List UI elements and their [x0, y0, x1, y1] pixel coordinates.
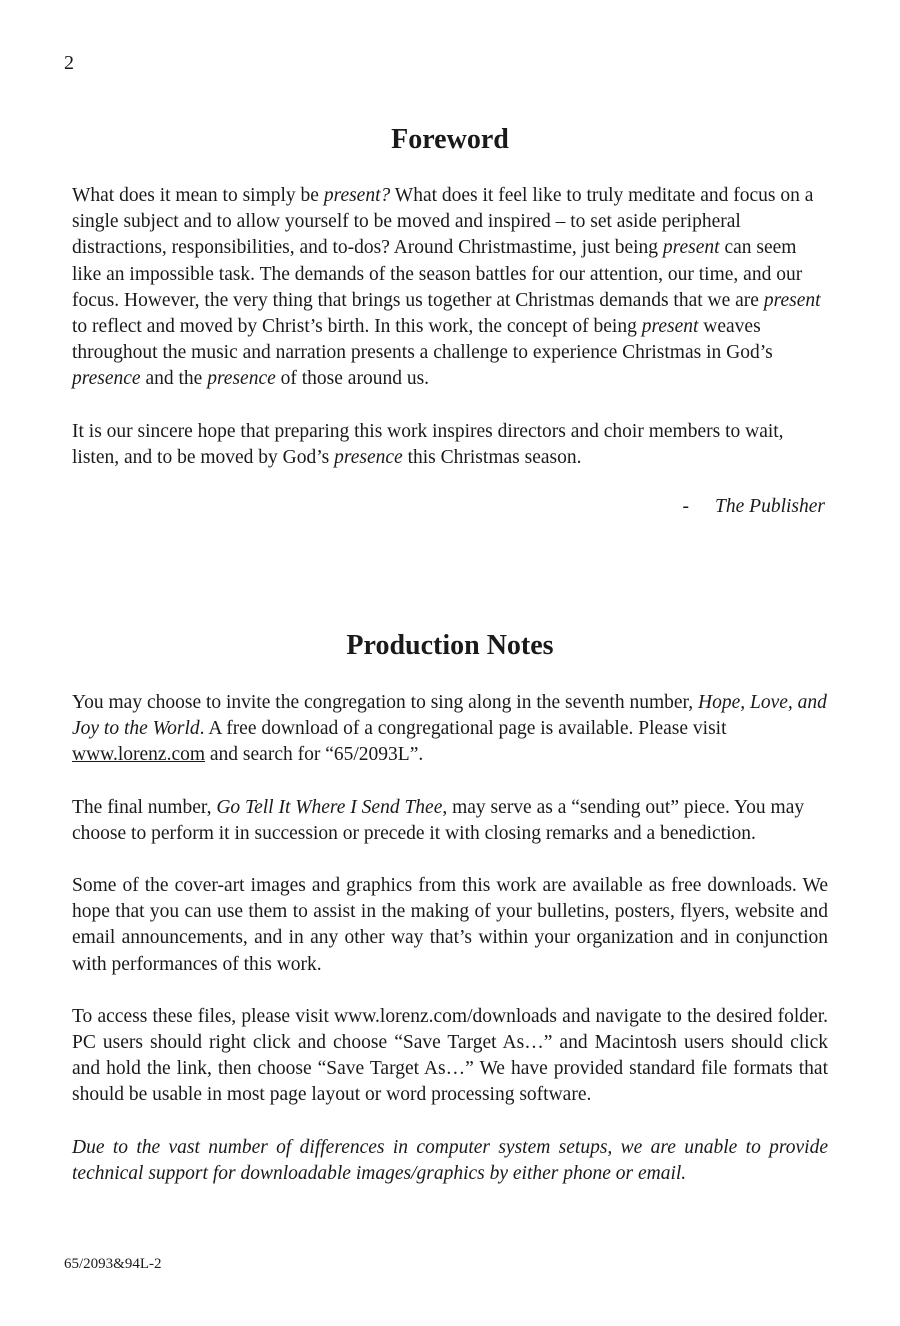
foreword-title: Foreword: [391, 124, 509, 155]
foreword-body: [72, 183, 828, 471]
footer-code: 65/2093&94L-2: [64, 1256, 162, 1272]
production-paragraph-4: To access these files, please visit www.lorenz.com/downloads and navigate to the desired folder. PC users should right click and choose “Save Target As…” and Macintosh users should click and hold the link, then choose “Save Target As…” We have provided standard file formats that should be usable in most page layout or word processing software.: [72, 1005, 828, 1106]
foreword-signature: [683, 496, 825, 518]
production-paragraph-1: You may choose to invite the congregation to sing along in the seventh number, Hope, Love, and Joy to the World. A free download of a congregational page is available. Please visit www.lorenz.com and search for “65/2093L”.: [72, 692, 827, 766]
foreword-paragraph-2: It is our sincere hope that preparing this work inspires directors and choir members to wait, listen, and to be moved by God’s presence this Christmas season.: [72, 420, 784, 468]
foreword-paragraph-1: What does it mean to simply be present? What does it feel like to truly meditate and focus on a single subject and to allow yourself to be moved and inspired – to set aside peripheral distractions, responsibilities, and to-dos? Around Christmastime, just being present can seem like an impossible task. The demands of the season battles for our attention, our time, and our focus. However, the very thing that brings us together at Christmas demands that we are present to reflect and moved by Christ’s birth. In this work, the concept of being present weaves throughout the music and narration presents a challenge to experience Christmas in God’s presence and the presence of those around us.: [72, 185, 821, 390]
production-paragraph-2: The final number, Go Tell It Where I Send Thee, may serve as a “sending out” piece. You may choose to perform it in succession or precede it with closing remarks and a benediction.: [72, 796, 805, 844]
page-number: 2: [64, 52, 74, 74]
production-paragraph-3: Some of the cover-art images and graphics from this work are available as free downloads. We hope that you can use them to assist in the making of your bulletins, posters, flyers, website and email announcements, and in any other way that’s within your organization and in conjunction with performances of this work.: [72, 875, 828, 975]
signature-name: The Publisher: [715, 496, 825, 517]
signature-dash: -: [682, 496, 690, 517]
lorenz-link[interactable]: www.lorenz.com: [72, 744, 206, 766]
production-notes-title: Production Notes: [346, 630, 554, 661]
production-notes-body: [72, 690, 828, 1187]
production-disclaimer: Due to the vast number of differences in computer system setups, we are unable to provide technical support for downloadable images/graphics by either phone or email.: [72, 1136, 828, 1184]
